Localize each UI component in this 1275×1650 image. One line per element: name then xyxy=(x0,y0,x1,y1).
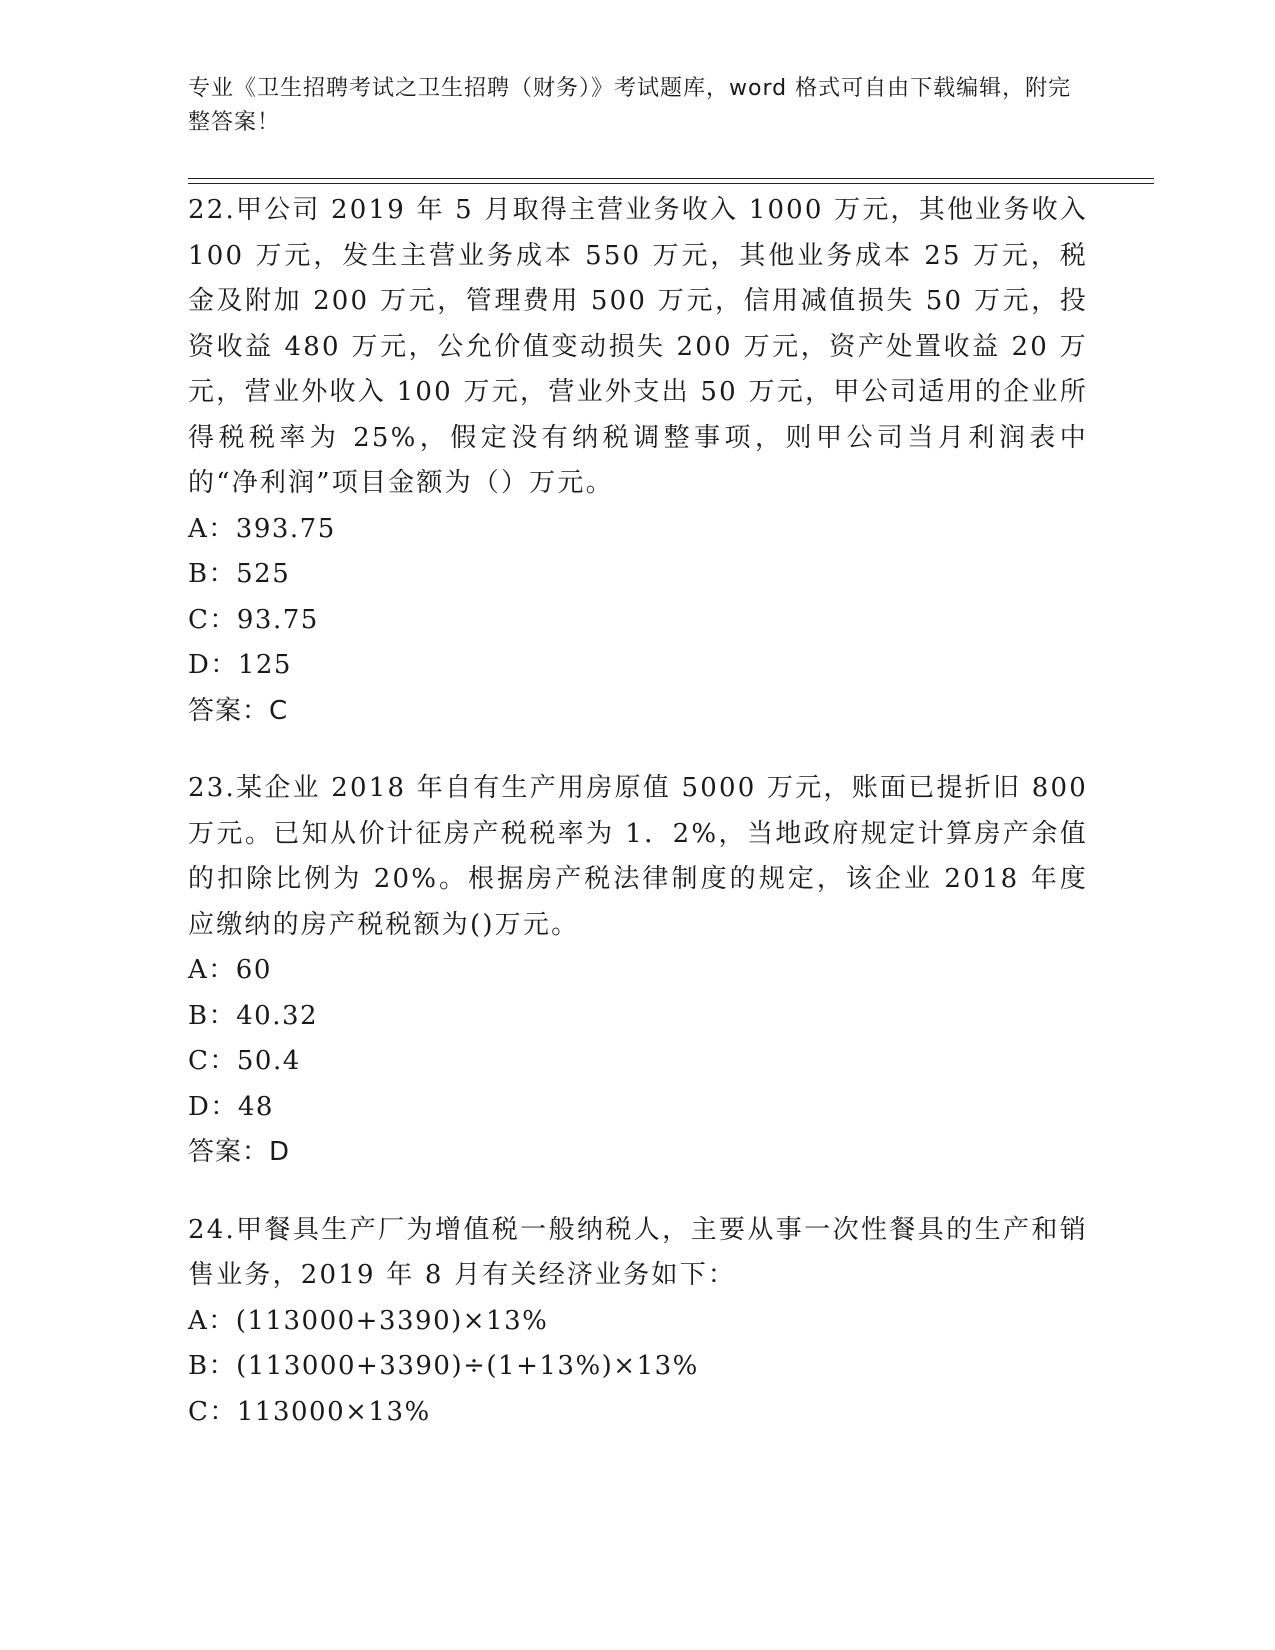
question-23 xyxy=(188,766,1088,1176)
option-c: C：113000×13% xyxy=(188,1396,431,1427)
option-b: B：40.32 xyxy=(188,1000,319,1031)
question-22 xyxy=(188,188,1088,734)
option-c: C：93.75 xyxy=(188,604,319,635)
option-b: B：(113000+3390)÷(1+13%)×13% xyxy=(188,1351,699,1381)
answer-line: 答案：D xyxy=(188,1137,291,1167)
question-list xyxy=(188,188,1088,1467)
option-a: A：(113000+3390)×13% xyxy=(188,1305,549,1336)
question-stem: 22.甲公司 2019 年 5 月取得主营业务收入 1000 万元，其他业务收入 100 万元，发生主营业务成本 550 万元，其他业务成本 25 万元，税金及附加 200 万元，管理费用 500 万元，信用减值损失 50 万元，投资收益 480 万元，公允价值变动损失 200 万元，资产处置收益 20 万元，营业外收入 100 万元，营业外支出 50 万元，甲公司适用的企业所得税税率为 25%，假定没有纳税调整事项，则甲公司当月利润表中的“净利润”项目金额为（）万元。 xyxy=(188,195,1088,498)
question-24 xyxy=(188,1208,1088,1436)
answer-line: 答案：C xyxy=(188,695,289,726)
header-divider-bottom xyxy=(188,183,1154,184)
header-divider-top xyxy=(188,178,1154,179)
question-stem: 23.某企业 2018 年自有生产用房原值 5000 万元，账面已提折旧 800 万元。已知从价计征房产税税率为 1．2%，当地政府规定计算房产余值的扣除比例为 20%。根据房产税法律制度的规定，该企业 2018 年度应缴纳的房产税税额为()万元。 xyxy=(188,773,1088,940)
option-b: B：525 xyxy=(188,559,291,589)
question-stem: 24.甲餐具生产厂为增值税一般纳税人，主要从事一次性餐具的生产和销售业务，2019 年 8 月有关经济业务如下： xyxy=(188,1214,1088,1290)
option-a: A：60 xyxy=(188,955,272,985)
option-c: C：50.4 xyxy=(188,1046,301,1076)
option-d: D：125 xyxy=(188,650,292,680)
option-d: D：48 xyxy=(188,1091,274,1122)
option-a: A：393.75 xyxy=(188,513,336,544)
document-header: 专业《卫生招聘考试之卫生招聘（财务）》考试题库，word 格式可自由下载编辑，附完整答案！ xyxy=(188,76,1072,135)
